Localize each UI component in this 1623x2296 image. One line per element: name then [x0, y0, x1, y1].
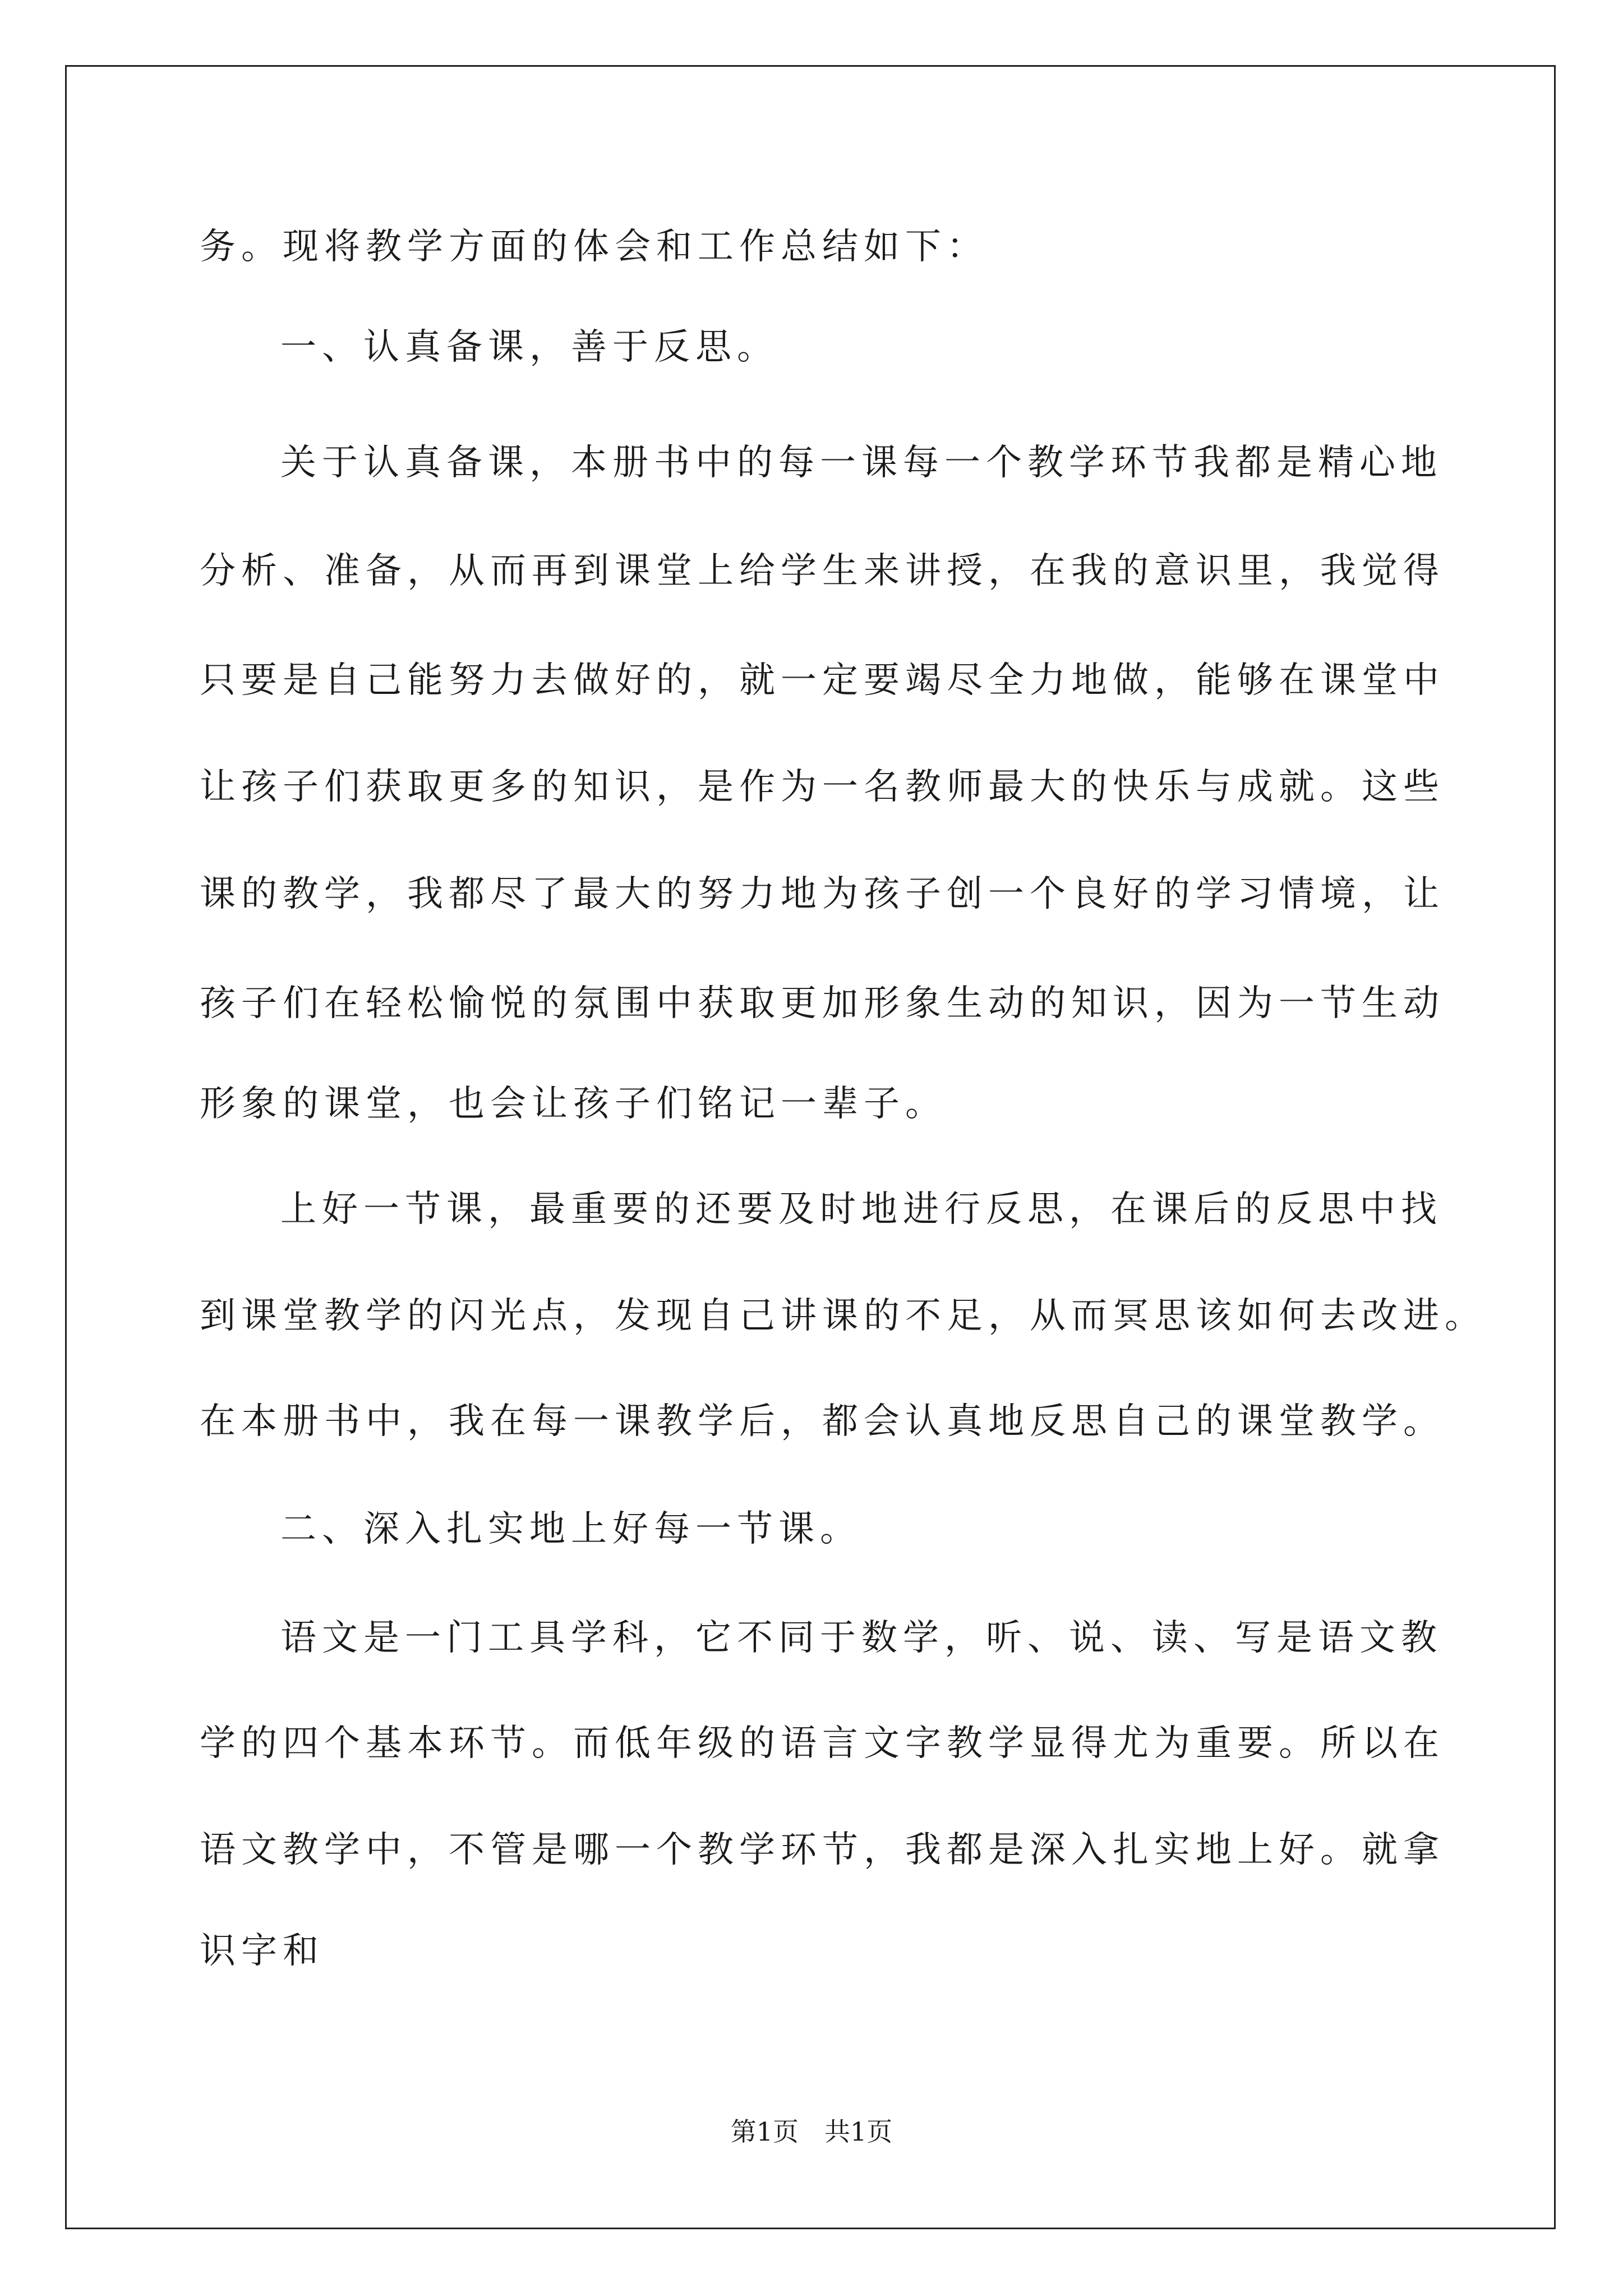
text-line: 语文教学中，不管是哪一个教学环节，我都是深入扎实地上好。就拿 — [200, 1829, 1445, 1871]
text-line: 学的四个基本环节。而低年级的语言文字教学显得尤为重要。所以在 — [200, 1723, 1445, 1764]
text-line: 形象的课堂，也会让孩子们铭记一辈子。 — [200, 1083, 947, 1125]
text-line: 到课堂教学的闪光点，发现自己讲课的不足，从而冥思该如何去改进。 — [200, 1295, 1486, 1337]
section-heading: 二、深入扎实地上好每一节课。 — [280, 1508, 861, 1550]
text-line: 上好一节课，最重要的还要及时地进行反思，在课后的反思中找 — [280, 1189, 1442, 1230]
text-line: 分析、准备，从而再到课堂上给学生来讲授，在我的意识里，我觉得 — [200, 550, 1445, 592]
section-heading: 一、认真备课，善于反思。 — [280, 326, 778, 368]
text-line: 语文是一门工具学科，它不同于数学，听、说、读、写是语文教 — [280, 1617, 1442, 1659]
page-footer: 第1页 共1页 — [730, 2116, 893, 2147]
text-line: 识字和 — [200, 1930, 324, 1972]
text-line: 关于认真备课，本册书中的每一课每一个教学环节我都是精心地 — [280, 442, 1442, 484]
text-line: 让孩子们获取更多的知识，是作为一名教师最大的快乐与成就。这些 — [200, 766, 1445, 808]
page-border — [65, 65, 1556, 2229]
text-line: 孩子们在轻松愉悦的氛围中获取更加形象生动的知识，因为一节生动 — [200, 983, 1445, 1024]
text-line: 只要是自己能努力去做好的，就一定要竭尽全力地做，能够在课堂中 — [200, 660, 1445, 701]
text-line: 在本册书中，我在每一课教学后，都会认真地反思自己的课堂教学。 — [200, 1401, 1445, 1442]
text-line: 务。现将教学方面的体会和工作总结如下： — [200, 226, 988, 268]
text-line: 课的教学，我都尽了最大的努力地为孩子创一个良好的学习情境，让 — [200, 873, 1445, 915]
